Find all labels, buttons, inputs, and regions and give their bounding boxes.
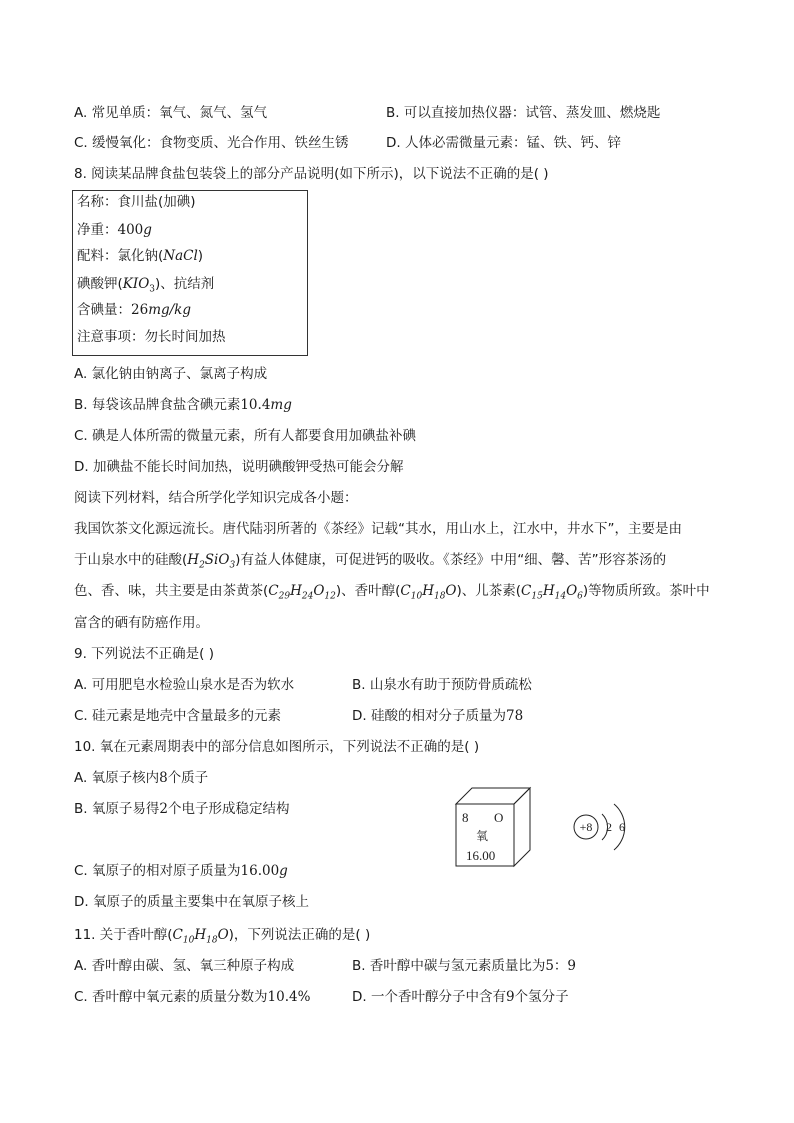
q11-option-b bbox=[352, 957, 576, 975]
q7-option-d: D. 人体必需微量元素：锰、铁、钙、锌 bbox=[386, 135, 621, 151]
q9-stem: 9. 下列说法不正确是( ) bbox=[74, 646, 214, 662]
silicic-acid-sio: SiO bbox=[204, 552, 230, 568]
material-p3-suffix: )等物质所致。茶叶中 bbox=[582, 583, 710, 599]
q9-option-d bbox=[352, 707, 523, 725]
q11-stem bbox=[74, 926, 370, 950]
oxygen-atom-structure bbox=[568, 792, 634, 862]
material-p1: 我国饮茶文化源远流长。唐代陆羽所著的《茶经》记载“其水，用山水上，江水中，井水下”，主要是由 bbox=[74, 521, 682, 537]
label-kio3-formula: KIO bbox=[122, 276, 150, 292]
q7-option-b: B. 可以直接加热仪器：试管、蒸发皿、燃烧匙 bbox=[386, 105, 661, 121]
label-kio3 bbox=[77, 275, 214, 299]
formula-theaflavin: $C_{29}H_{24}O_{12}$ bbox=[268, 583, 336, 602]
label-ing-formula: NaCl bbox=[163, 248, 198, 264]
label-net-value: 400 bbox=[117, 222, 144, 238]
q11-option-d bbox=[352, 988, 569, 1006]
label-ingredients bbox=[77, 247, 203, 265]
silicic-acid-sub-a: 2 bbox=[199, 560, 205, 571]
q10-option-a-suffix: 个质子 bbox=[167, 770, 209, 786]
q11-option-b-value: 5：9 bbox=[545, 958, 577, 974]
q10-option-a bbox=[74, 769, 208, 787]
nucleus-charge: +8 bbox=[579, 820, 593, 834]
formula-geraniol: $C_{10}H_{18}O$ bbox=[400, 583, 457, 602]
q11-option-d-suffix: 个氢分子 bbox=[514, 989, 569, 1005]
q8-option-a: A. 氯化钠由钠离子、氯离子构成 bbox=[74, 366, 268, 382]
label-note: 注意事项：勿长时间加热 bbox=[77, 329, 226, 345]
q8-option-d: D. 加碘盐不能长时间加热，说明碘酸钾受热可能会分解 bbox=[74, 459, 404, 475]
q10-option-b-suffix: 个电子形成稳定结构 bbox=[167, 801, 290, 817]
q8-option-b-unit: mg bbox=[270, 397, 292, 413]
material-p3-mid1: )、香叶醇( bbox=[335, 583, 401, 599]
q11-option-c-value: 10.4% bbox=[267, 989, 311, 1005]
material-p4: 富含的硒有防癌作用。 bbox=[74, 615, 209, 631]
q10-option-d: D. 氧原子的质量主要集中在氧原子核上 bbox=[74, 894, 309, 910]
cell-atomic-number: 8 bbox=[462, 810, 469, 825]
q10-option-b bbox=[74, 800, 289, 818]
label-iodine bbox=[77, 301, 191, 319]
label-kio3-suffix: )、抗结剂 bbox=[155, 276, 215, 292]
q11-formula: $C_{10}H_{18}O$ bbox=[172, 927, 229, 946]
label-ing-suffix: ) bbox=[197, 248, 204, 264]
q11-option-d-prefix: D. 一个香叶醇分子中含有 bbox=[352, 989, 506, 1005]
label-net-prefix: 净重： bbox=[77, 222, 118, 238]
shell-1-electrons: 2 bbox=[606, 820, 612, 834]
material-p3-mid2: )、儿茶素( bbox=[456, 583, 522, 599]
q8-option-b-value: 10.4 bbox=[240, 397, 271, 413]
q11-option-d-value: 9 bbox=[505, 989, 515, 1005]
silicic-acid-h: H bbox=[187, 552, 200, 568]
q8-option-b-prefix: B. 每袋该品牌食盐含碘元素 bbox=[74, 397, 241, 413]
q10-option-c-value: 16.00 bbox=[240, 863, 280, 879]
label-iodine-value: 26 bbox=[131, 302, 149, 318]
q7-option-c: C. 缓慢氧化：食物变质、光合作用、铁丝生锈 bbox=[74, 135, 349, 151]
formula-catechin: $C_{15}H_{14}O_6$ bbox=[521, 583, 583, 602]
shell-2-electrons: 6 bbox=[619, 820, 625, 834]
label-net-unit: g bbox=[143, 222, 152, 238]
material-p3 bbox=[74, 582, 724, 606]
label-kio3-sub: 3 bbox=[149, 284, 156, 295]
q11-option-c bbox=[74, 988, 310, 1006]
label-iodine-unit: mg/kg bbox=[148, 302, 192, 318]
q10-option-c-prefix: C. 氧原子的相对原子质量为 bbox=[74, 863, 241, 879]
q11-stem-prefix: 11. 关于香叶醇( bbox=[74, 927, 173, 943]
silicic-acid-sub-b: 3 bbox=[229, 560, 236, 571]
cell-symbol: O bbox=[494, 810, 504, 825]
material-p2-suffix: )有益人体健康，可促进钙的吸收。《茶经》中用“细、馨、苦”形容茶汤的 bbox=[235, 552, 667, 568]
q11-option-c-prefix: C. 香叶醇中氧元素的质量分数为 bbox=[74, 989, 268, 1005]
salt-label-box bbox=[72, 190, 308, 356]
q9-option-b: B. 山泉水有助于预防骨质疏松 bbox=[352, 677, 532, 693]
q10-option-c bbox=[74, 862, 288, 880]
material-intro: 阅读下列材料，结合所学化学知识完成各小题： bbox=[74, 490, 358, 506]
material-p3-prefix: 色、香、味，共主要是由茶黄茶( bbox=[74, 583, 269, 599]
cell-mass: 16.00 bbox=[466, 848, 496, 863]
q10-option-c-unit: g bbox=[279, 863, 288, 879]
q7-option-a: A. 常见单质：氧气、氮气、氢气 bbox=[74, 105, 268, 121]
q11-option-a: A. 香叶醇由碳、氢、氧三种原子构成 bbox=[74, 958, 295, 974]
label-kio3-prefix: 碘酸钾( bbox=[77, 276, 123, 292]
label-iodine-prefix: 含碘量： bbox=[77, 302, 131, 318]
q8-option-c: C. 碘是人体所需的微量元素，所有人都要食用加碘盐补碘 bbox=[74, 428, 417, 444]
q8-option-b bbox=[74, 396, 292, 414]
material-p2 bbox=[74, 551, 724, 575]
periodic-table-cell bbox=[454, 786, 534, 868]
cell-name: 氧 bbox=[476, 829, 489, 843]
q9-option-d-value: 78 bbox=[505, 708, 524, 724]
q9-option-d-prefix: D. 硅酸的相对分子质量为 bbox=[352, 708, 506, 724]
label-net-weight bbox=[77, 221, 152, 239]
q10-option-b-value: 2 bbox=[159, 801, 168, 817]
material-p2-prefix: 于山泉水中的硅酸( bbox=[74, 552, 188, 568]
q8-stem: 8. 阅读某品牌食盐包装袋上的部分产品说明(如下所示)，以下说法不正确的是( ) bbox=[74, 166, 549, 182]
q9-option-c: C. 硅元素是地壳中含量最多的元素 bbox=[74, 708, 282, 724]
q10-option-a-prefix: A. 氧原子核内 bbox=[74, 770, 160, 786]
q10-option-b-prefix: B. 氧原子易得 bbox=[74, 801, 160, 817]
q9-option-a: A. 可用肥皂水检验山泉水是否为软水 bbox=[74, 677, 295, 693]
q10-option-a-value: 8 bbox=[159, 770, 168, 786]
label-ing-prefix: 配料：氯化钠( bbox=[77, 248, 164, 264]
q11-option-b-prefix: B. 香叶醇中碳与氢元素质量比为 bbox=[352, 958, 546, 974]
q11-stem-suffix: )，下列说法正确的是( ) bbox=[228, 927, 371, 943]
label-name: 名称：食川盐(加碘) bbox=[77, 194, 196, 210]
q10-stem: 10. 氧在元素周期表中的部分信息如图所示，下列说法不正确的是( ) bbox=[74, 739, 480, 755]
